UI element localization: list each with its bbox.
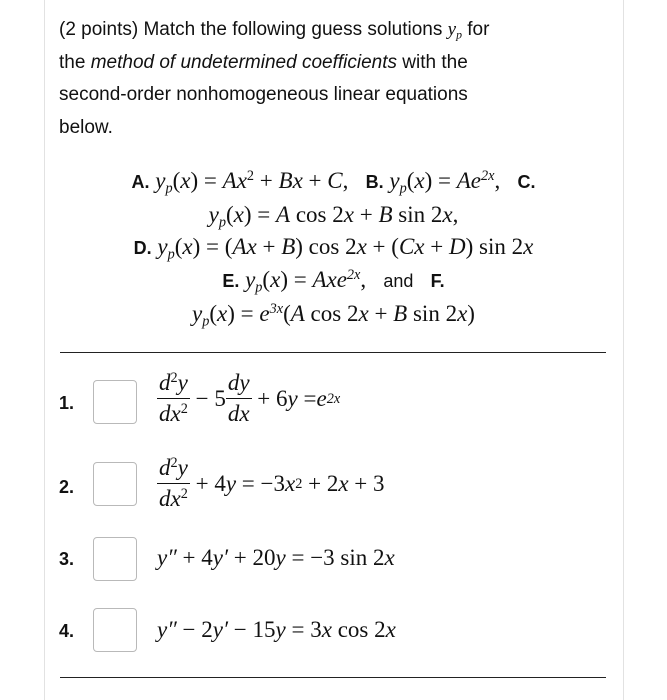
question-2-answer-box[interactable] — [93, 462, 137, 506]
question-1-equation: $\frac{d^2y}{dx^2}$ − 5 $\frac{dy}{dx}$ + 6 y = e 2x — [159, 370, 341, 426]
option-c-label: C. — [517, 172, 536, 192]
question-4-number: 4. — [59, 621, 75, 641]
option-c-expr: $y_p(x) = A$ cos 2x + B sin 2x, — [208, 202, 459, 231]
options-line-2 — [0, 202, 667, 231]
question-3-answer-box[interactable] — [93, 537, 137, 581]
question-4-answer-box[interactable] — [93, 608, 137, 652]
question-3-equation: y″ + 4y′ + 20y = −3 sin 2x — [157, 545, 395, 570]
intro-line-1: (2 points) Match the following guess solutions $y_p$ for — [59, 19, 490, 42]
intro-line-3: second-order nonhomogeneous linear equations — [59, 84, 468, 105]
option-f-expr: $y_p(x) = e^{3x}(A$ cos 2x + B sin 2x) — [192, 301, 475, 330]
question-2-number: 2. — [59, 477, 75, 497]
options-line-1 — [0, 168, 667, 197]
question-3-number: 3. — [59, 549, 75, 569]
intro-line-2: the method of undetermined coefficients with the — [59, 51, 468, 73]
option-e-expr: $y_p(x) = Axe^{2x}$, — [245, 267, 367, 296]
question-2-equation: $\frac{d^2y}{dx^2}$ + 4 y = −3 x 2 + 2 x + 3 — [159, 455, 385, 511]
options-line-4 — [0, 267, 667, 296]
question-1-answer-box[interactable] — [93, 380, 137, 424]
options-line-5 — [0, 301, 667, 330]
question-intro — [59, 14, 599, 144]
option-a-expr: $y_p(x) = Ax^2 + Bx + C$, — [155, 168, 349, 197]
option-f-label: F. — [430, 271, 445, 291]
option-d-label: D. — [133, 238, 152, 258]
divider-bottom — [60, 677, 606, 678]
option-e-label: E. — [222, 271, 240, 291]
options-line-3 — [0, 234, 667, 263]
intro-line-4: below. — [59, 116, 113, 138]
question-1-number: 1. — [59, 393, 75, 413]
question-4-equation: y″ − 2y′ − 15y = 3x cos 2x — [157, 617, 396, 642]
option-d-expr: $y_p(x) = (Ax + B)$ cos 2x + (Cx + D) sin 2x — [157, 234, 534, 263]
option-a-label: A. — [131, 172, 150, 192]
option-b-label: B. — [365, 172, 384, 192]
option-b-expr: $y_p(x) = Ae^{2x}$, — [389, 168, 501, 197]
divider-top — [60, 352, 606, 353]
and-text: and — [383, 271, 414, 291]
